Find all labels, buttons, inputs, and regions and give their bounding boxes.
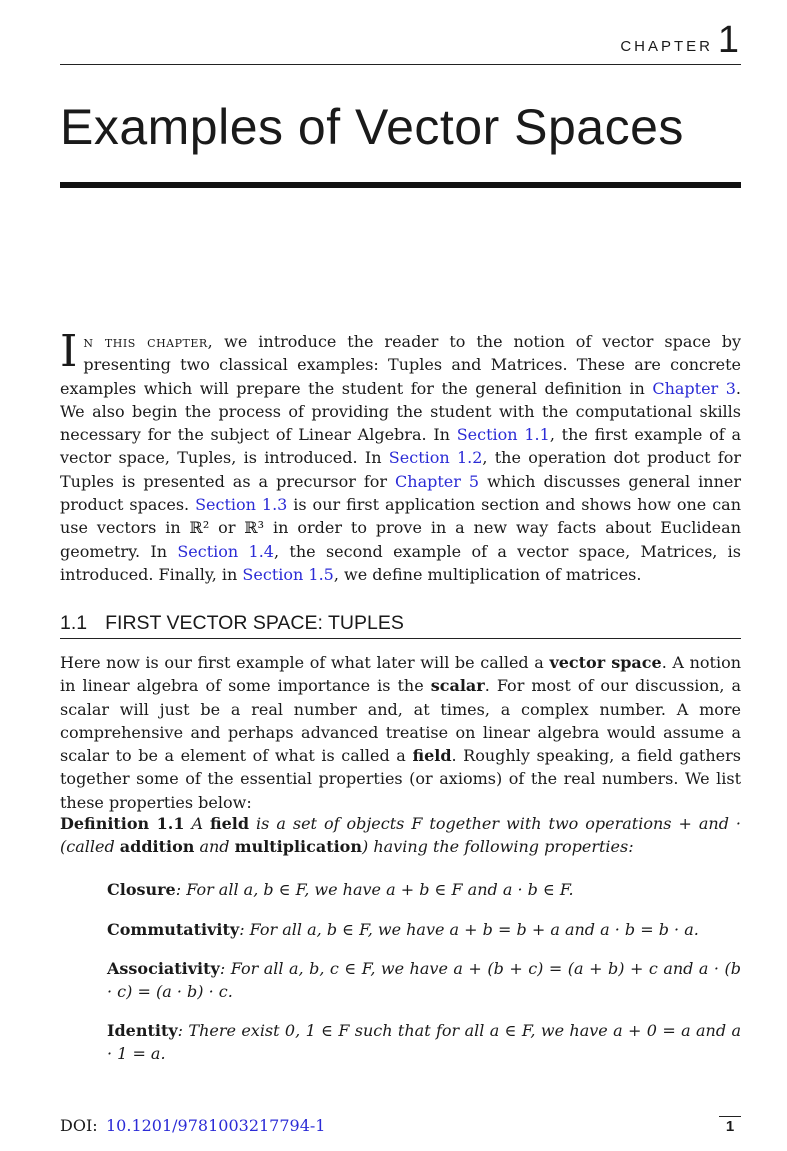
def-term-field: field: [209, 814, 250, 833]
property-name: Closure: [107, 880, 176, 899]
property-name: Commutativity: [107, 920, 240, 939]
property-text: : For all a, b ∈ F, we have a + b = b + a and a · b = b · a.: [239, 920, 699, 939]
link-section-1-2[interactable]: Section 1.2: [388, 448, 483, 468]
chapter-label: CHAPTER: [620, 38, 713, 55]
property-name: Identity: [107, 1021, 178, 1040]
property-closure: [107, 878, 741, 901]
page-number: 1: [719, 1116, 741, 1135]
link-chapter-3[interactable]: Chapter 3: [652, 378, 736, 398]
term-vector-space: vector space: [549, 653, 662, 672]
para-text-3: . For most of our discussion, a scalar will just be a real number and, at times, a complex number. A more comprehensive and perhaps advanced treatise on linear algebra would assume a scalar to be a element of what is called a: [60, 676, 741, 766]
property-identity: [107, 1019, 741, 1066]
def-term-multiplication: multiplication: [234, 837, 362, 857]
link-section-1-3[interactable]: Section 1.3: [195, 495, 288, 515]
def-term-addition: addition: [119, 837, 195, 857]
intro-paragraph: [60, 326, 742, 586]
def-text-1: A: [184, 814, 210, 833]
intro-text-6: is our first application section and shows how one can use vectors in ℝ² or ℝ³ in order to prove in a new way facts about Euclidean geometry. In: [60, 495, 741, 561]
intro-text-4: , the operation dot product for Tuples is presented as a precursor for: [60, 448, 742, 491]
doi-link[interactable]: 10.1201/9781003217794-1: [106, 1116, 326, 1135]
link-chapter-5[interactable]: Chapter 5: [395, 471, 480, 491]
section-title: FIRST VECTOR SPACE: TUPLES: [105, 612, 404, 634]
definition-label: Definition 1.1: [60, 814, 185, 833]
term-scalar: scalar: [430, 676, 485, 696]
property-associativity: [107, 957, 741, 1004]
para-text-4: . Roughly speaking, a field gathers together some of the essential properties (or axioms) of the real numbers. We list these properties below:: [60, 746, 741, 812]
intro-text-3: , the first example of a vector space, Tuples, is introduced. In: [60, 425, 741, 468]
title-rule: [60, 182, 741, 188]
section-paragraph: [60, 651, 741, 814]
intro-text-2: . We also begin the process of providing the student with the computational skills necessary for the subject of Linear Algebra. In: [60, 378, 742, 445]
doi-label: DOI:: [60, 1116, 98, 1135]
intro-text-5: which discusses general inner product spaces.: [60, 471, 741, 515]
chapter-title: Examples of Vector Spaces: [60, 99, 684, 155]
para-text-1: Here now is our first example of what later will be called a: [60, 653, 550, 672]
intro-text-7: , the second example of a vector space, Matrices, is introduced. Finally, in: [60, 541, 742, 584]
property-commutativity: [107, 918, 741, 941]
definition-1-1: [60, 812, 741, 859]
def-text-3: and: [194, 837, 235, 857]
intro-text-1: we introduce the reader to the notion of vector space by presenting two classical examples: Tuples and Matrices. These are concrete examples which will prepare the student for the general definition in: [60, 332, 742, 398]
def-text-4: ) having the following properties:: [361, 837, 634, 857]
chapter-header: [60, 20, 741, 65]
section-number: 1.1: [60, 612, 88, 634]
term-field: field: [412, 746, 452, 766]
property-text: : For all a, b, c ∈ F, we have a + (b + c) = (a + b) + c and a · (b · c) = (a · b) · c.: [107, 959, 741, 1002]
link-section-1-1[interactable]: Section 1.1: [456, 425, 550, 445]
intro-small-caps: n this chapter,: [83, 332, 214, 351]
chapter-number: 1: [717, 19, 739, 61]
def-text-2: is a set of objects F together with two operations + and · (called: [60, 814, 742, 857]
property-name: Associativity: [107, 959, 220, 978]
para-text-2: . A notion in linear algebra of some importance is the: [60, 653, 742, 696]
drop-cap: I: [60, 326, 78, 377]
page-footer: [60, 1116, 741, 1140]
section-heading: [60, 612, 741, 639]
property-text: : For all a, b ∈ F, we have a + b ∈ F and a · b ∈ F.: [175, 880, 574, 899]
property-text: : There exist 0, 1 ∈ F such that for all a ∈ F, we have a + 0 = a and a · 1 = a.: [107, 1021, 741, 1064]
link-section-1-5[interactable]: Section 1.5: [242, 564, 334, 584]
intro-text-8: , we define multiplication of matrices.: [333, 564, 642, 584]
link-section-1-4[interactable]: Section 1.4: [177, 541, 274, 561]
